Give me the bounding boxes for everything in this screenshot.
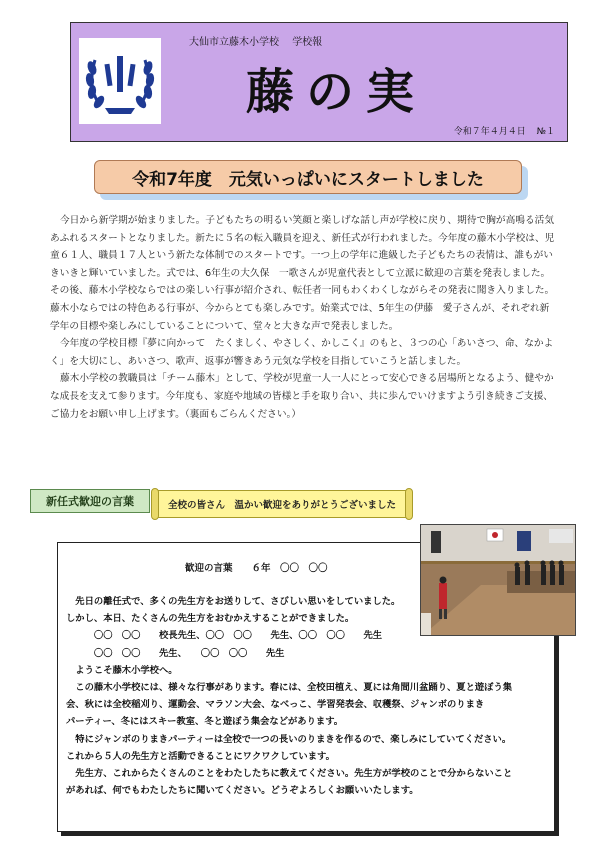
speech-line: 会、秋には全校稲刈り、運動会、マラソン大会、なべっこ、学習発表会、収穫祭、ジャンボのりまき <box>66 699 485 711</box>
school-name: 大仙市立藤木小学校 <box>189 37 279 48</box>
speech-line: 先日の離任式で、多くの先生方をお送りして、さびしい思いをしていました。 <box>66 596 401 607</box>
paragraph: 今年度の学校目標『夢に向かって たくましく、やさしく、かしこく』のもと、３つの心「あいさつ、命、なかよく」を大切にし、あいさつ、歌声、返事が響きあう元気な学校を目指していこうと話しました。 <box>50 338 554 367</box>
section-banner-text: 全校の皆さん 温かい歓迎をありがとうございました <box>167 500 396 511</box>
issue-info <box>446 124 555 137</box>
newsletter-title: 藤の実 <box>246 64 427 120</box>
speech-line: パーティー、冬にはスキー教室、冬と遊ぼう集会などがあります。 <box>66 716 344 728</box>
speech-line: 〇〇 〇〇 校長先生、〇〇 〇〇 先生、〇〇 〇〇 先生 <box>66 630 383 642</box>
speech-title: 歓迎の言葉 ６年 〇〇 〇〇 <box>185 563 328 574</box>
paper-type: 学校報 <box>292 37 323 48</box>
paragraph: 今日から新学期が始まりました。子どもたちの明るい笑顔と楽しげな話し声が学校に戻り、期待で胸が高鳴る活気あふれるスタートとなりました。新たに５名の転入職員を迎え、新任式が行われました。今年度の藤木小学校は、児童６１人、職員１７人という新たな体制でのスタートです。一つ上の学年に進級した子どもたちの表情は、誰もがいきいきと輝いていました。式では、6年生の大久保 一歌さんが児童代表として立派に歓迎の言葉を発表しました。その後、藤木小学校ならではの楽しい行事が紹介され、転任者一同もわくわくしながらその発表に聞き入りました。藤木小ならではの特色ある行事が、今からとても楽しみです。始業式では、5年生の伊藤 愛子さんが、それぞれ新学年の目標や楽しみにしていることについて、堂々と大きな声で発表しました。 <box>50 215 555 332</box>
issue-date: 令和７年４月４日 <box>453 127 526 137</box>
speech-line: 〇〇 〇〇 先生、 〇〇 〇〇 先生 <box>66 647 285 659</box>
speech-line: しかし、本日、たくさんの先生方をおむかえすることができました。 <box>66 613 355 625</box>
speech-line: 特にジャンボのりまきパーティーは全校で一つの長いのりまきを作るので、楽しみにしていてください。 <box>66 733 512 745</box>
masthead <box>70 22 568 142</box>
headline-banner: 令和7年度 元気いっぱいにスタートしました <box>94 160 522 194</box>
school-emblem <box>79 38 161 124</box>
gymnasium-scene <box>421 525 576 636</box>
emblem-icon <box>79 38 161 124</box>
scroll-curl-left <box>151 488 159 520</box>
section-banner <box>154 490 410 518</box>
issue-number: №１ <box>536 127 555 137</box>
school-name-line <box>189 33 332 48</box>
scroll-curl-right <box>405 488 413 520</box>
article-body <box>50 212 556 423</box>
speech-line: があれば、何でもわたしたちに聞いてください。どうぞよろしくお願いいたします。 <box>66 785 419 797</box>
section-label: 新任式歓迎の言葉 <box>30 489 150 513</box>
paragraph: 藤木小学校の教職員は「チーム藤木」として、学校が児童一人一人にとって安心できる居場所となるよう、健やかな成長を支えて参ります。今年度も、家庭や地域の皆様と手を取り合い、共に歩んでいけますよう引き続きご支援、ご協力をお願い申し上げます。（裏面もごらんください。） <box>50 373 554 420</box>
speech-line: この藤木小学校には、様々な行事があります。春には、全校田植え、夏には角間川盆踊り、夏と遊ぼう集 <box>66 682 513 694</box>
speech-line: 先生方、これからたくさんのことをわたしたちに教えてください。先生方が学校のことで分からないこと <box>66 768 513 780</box>
speech-line: これから５人の先生方と活動できることにワクワクしています。 <box>66 750 335 762</box>
speech-line: ようこそ藤木小学校へ。 <box>66 664 178 676</box>
ceremony-photo <box>420 524 576 636</box>
